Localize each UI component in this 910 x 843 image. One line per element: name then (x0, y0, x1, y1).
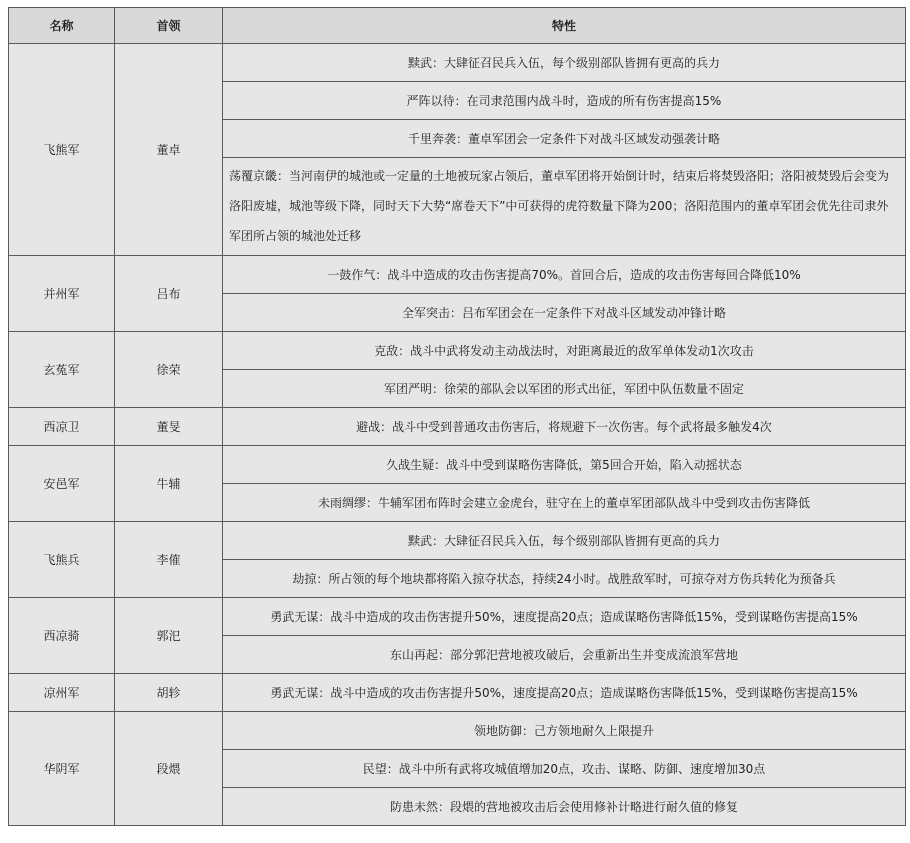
trait-cell: 一鼓作气：战斗中造成的攻击伤害提高70%。首回合后，造成的攻击伤害每回合降低10% (223, 256, 906, 294)
trait-cell: 久战生疑：战斗中受到谋略伤害降低，第5回合开始，陷入动摇状态 (223, 446, 906, 484)
header-row (9, 8, 906, 44)
trait-cell: 未雨绸缪：牛辅军团布阵时会建立金虎台，驻守在上的董卓军团部队战斗中受到攻击伤害降低 (223, 484, 906, 522)
army-leader: 董旻 (115, 408, 223, 446)
trait-cell: 民望：战斗中所有武将攻城值增加20点，攻击、谋略、防御、速度增加30点 (223, 750, 906, 788)
army-leader: 段煨 (115, 712, 223, 826)
army-name: 西凉卫 (9, 408, 115, 446)
army-name: 飞熊军 (9, 44, 115, 256)
trait-cell: 勇武无谋：战斗中造成的攻击伤害提升50%，速度提高20点；造成谋略伤害降低15%，受到谋略伤害提高15% (223, 674, 906, 712)
table-row (9, 446, 906, 484)
army-name: 凉州军 (9, 674, 115, 712)
trait-cell: 勇武无谋：战斗中造成的攻击伤害提升50%，速度提高20点；造成谋略伤害降低15%，受到谋略伤害提高15% (223, 598, 906, 636)
table-row (9, 408, 906, 446)
table-row (9, 522, 906, 560)
army-leader: 郭汜 (115, 598, 223, 674)
army-name: 安邑军 (9, 446, 115, 522)
trait-cell: 避战：战斗中受到普通攻击伤害后，将规避下一次伤害。每个武将最多触发4次 (223, 408, 906, 446)
table-row (9, 256, 906, 294)
trait-cell: 严阵以待：在司隶范围内战斗时，造成的所有伤害提高15% (223, 82, 906, 120)
army-name: 西凉骑 (9, 598, 115, 674)
army-name: 玄菟军 (9, 332, 115, 408)
trait-cell: 克敌：战斗中武将发动主动战法时，对距离最近的敌军单体发动1次攻击 (223, 332, 906, 370)
header-leader: 首领 (115, 8, 223, 44)
army-leader: 胡轸 (115, 674, 223, 712)
army-name: 并州军 (9, 256, 115, 332)
trait-cell: 劫掠：所占领的每个地块都将陷入掠夺状态，持续24小时。战胜敌军时，可掠夺对方伤兵转化为预备兵 (223, 560, 906, 598)
table-row (9, 674, 906, 712)
trait-cell: 防患未然：段煨的营地被攻击后会使用修补计略进行耐久值的修复 (223, 788, 906, 826)
table-row (9, 712, 906, 750)
trait-cell: 荡覆京畿：当河南伊的城池或一定量的土地被玩家占领后，董卓军团将开始倒计时，结束后将焚毁洛阳；洛阳被焚毁后会变为洛阳废墟，城池等级下降，同时天下大势“席卷天下”中可获得的虎符数量下降为200；洛阳范围内的董卓军团会优先往司隶外军团所占领的城池处迁移 (223, 158, 906, 256)
table-row (9, 332, 906, 370)
trait-cell: 黩武：大肆征召民兵入伍，每个级别部队皆拥有更高的兵力 (223, 44, 906, 82)
trait-cell: 黩武：大肆征召民兵入伍，每个级别部队皆拥有更高的兵力 (223, 522, 906, 560)
trait-cell: 领地防御：己方领地耐久上限提升 (223, 712, 906, 750)
army-name: 飞熊兵 (9, 522, 115, 598)
army-leader: 吕布 (115, 256, 223, 332)
trait-cell: 军团严明：徐荣的部队会以军团的形式出征，军团中队伍数量不固定 (223, 370, 906, 408)
army-leader: 牛辅 (115, 446, 223, 522)
army-leader: 董卓 (115, 44, 223, 256)
army-name: 华阴军 (9, 712, 115, 826)
header-name: 名称 (9, 8, 115, 44)
trait-cell: 千里奔袭：董卓军团会一定条件下对战斗区域发动强袭计略 (223, 120, 906, 158)
trait-cell: 全军突击：吕布军团会在一定条件下对战斗区域发动冲锋计略 (223, 294, 906, 332)
table-row (9, 44, 906, 82)
faction-table (8, 7, 906, 826)
header-traits: 特性 (223, 8, 906, 44)
table-row (9, 598, 906, 636)
army-leader: 李傕 (115, 522, 223, 598)
trait-cell: 东山再起：部分郭汜营地被攻破后，会重新出生并变成流浪军营地 (223, 636, 906, 674)
army-leader: 徐荣 (115, 332, 223, 408)
